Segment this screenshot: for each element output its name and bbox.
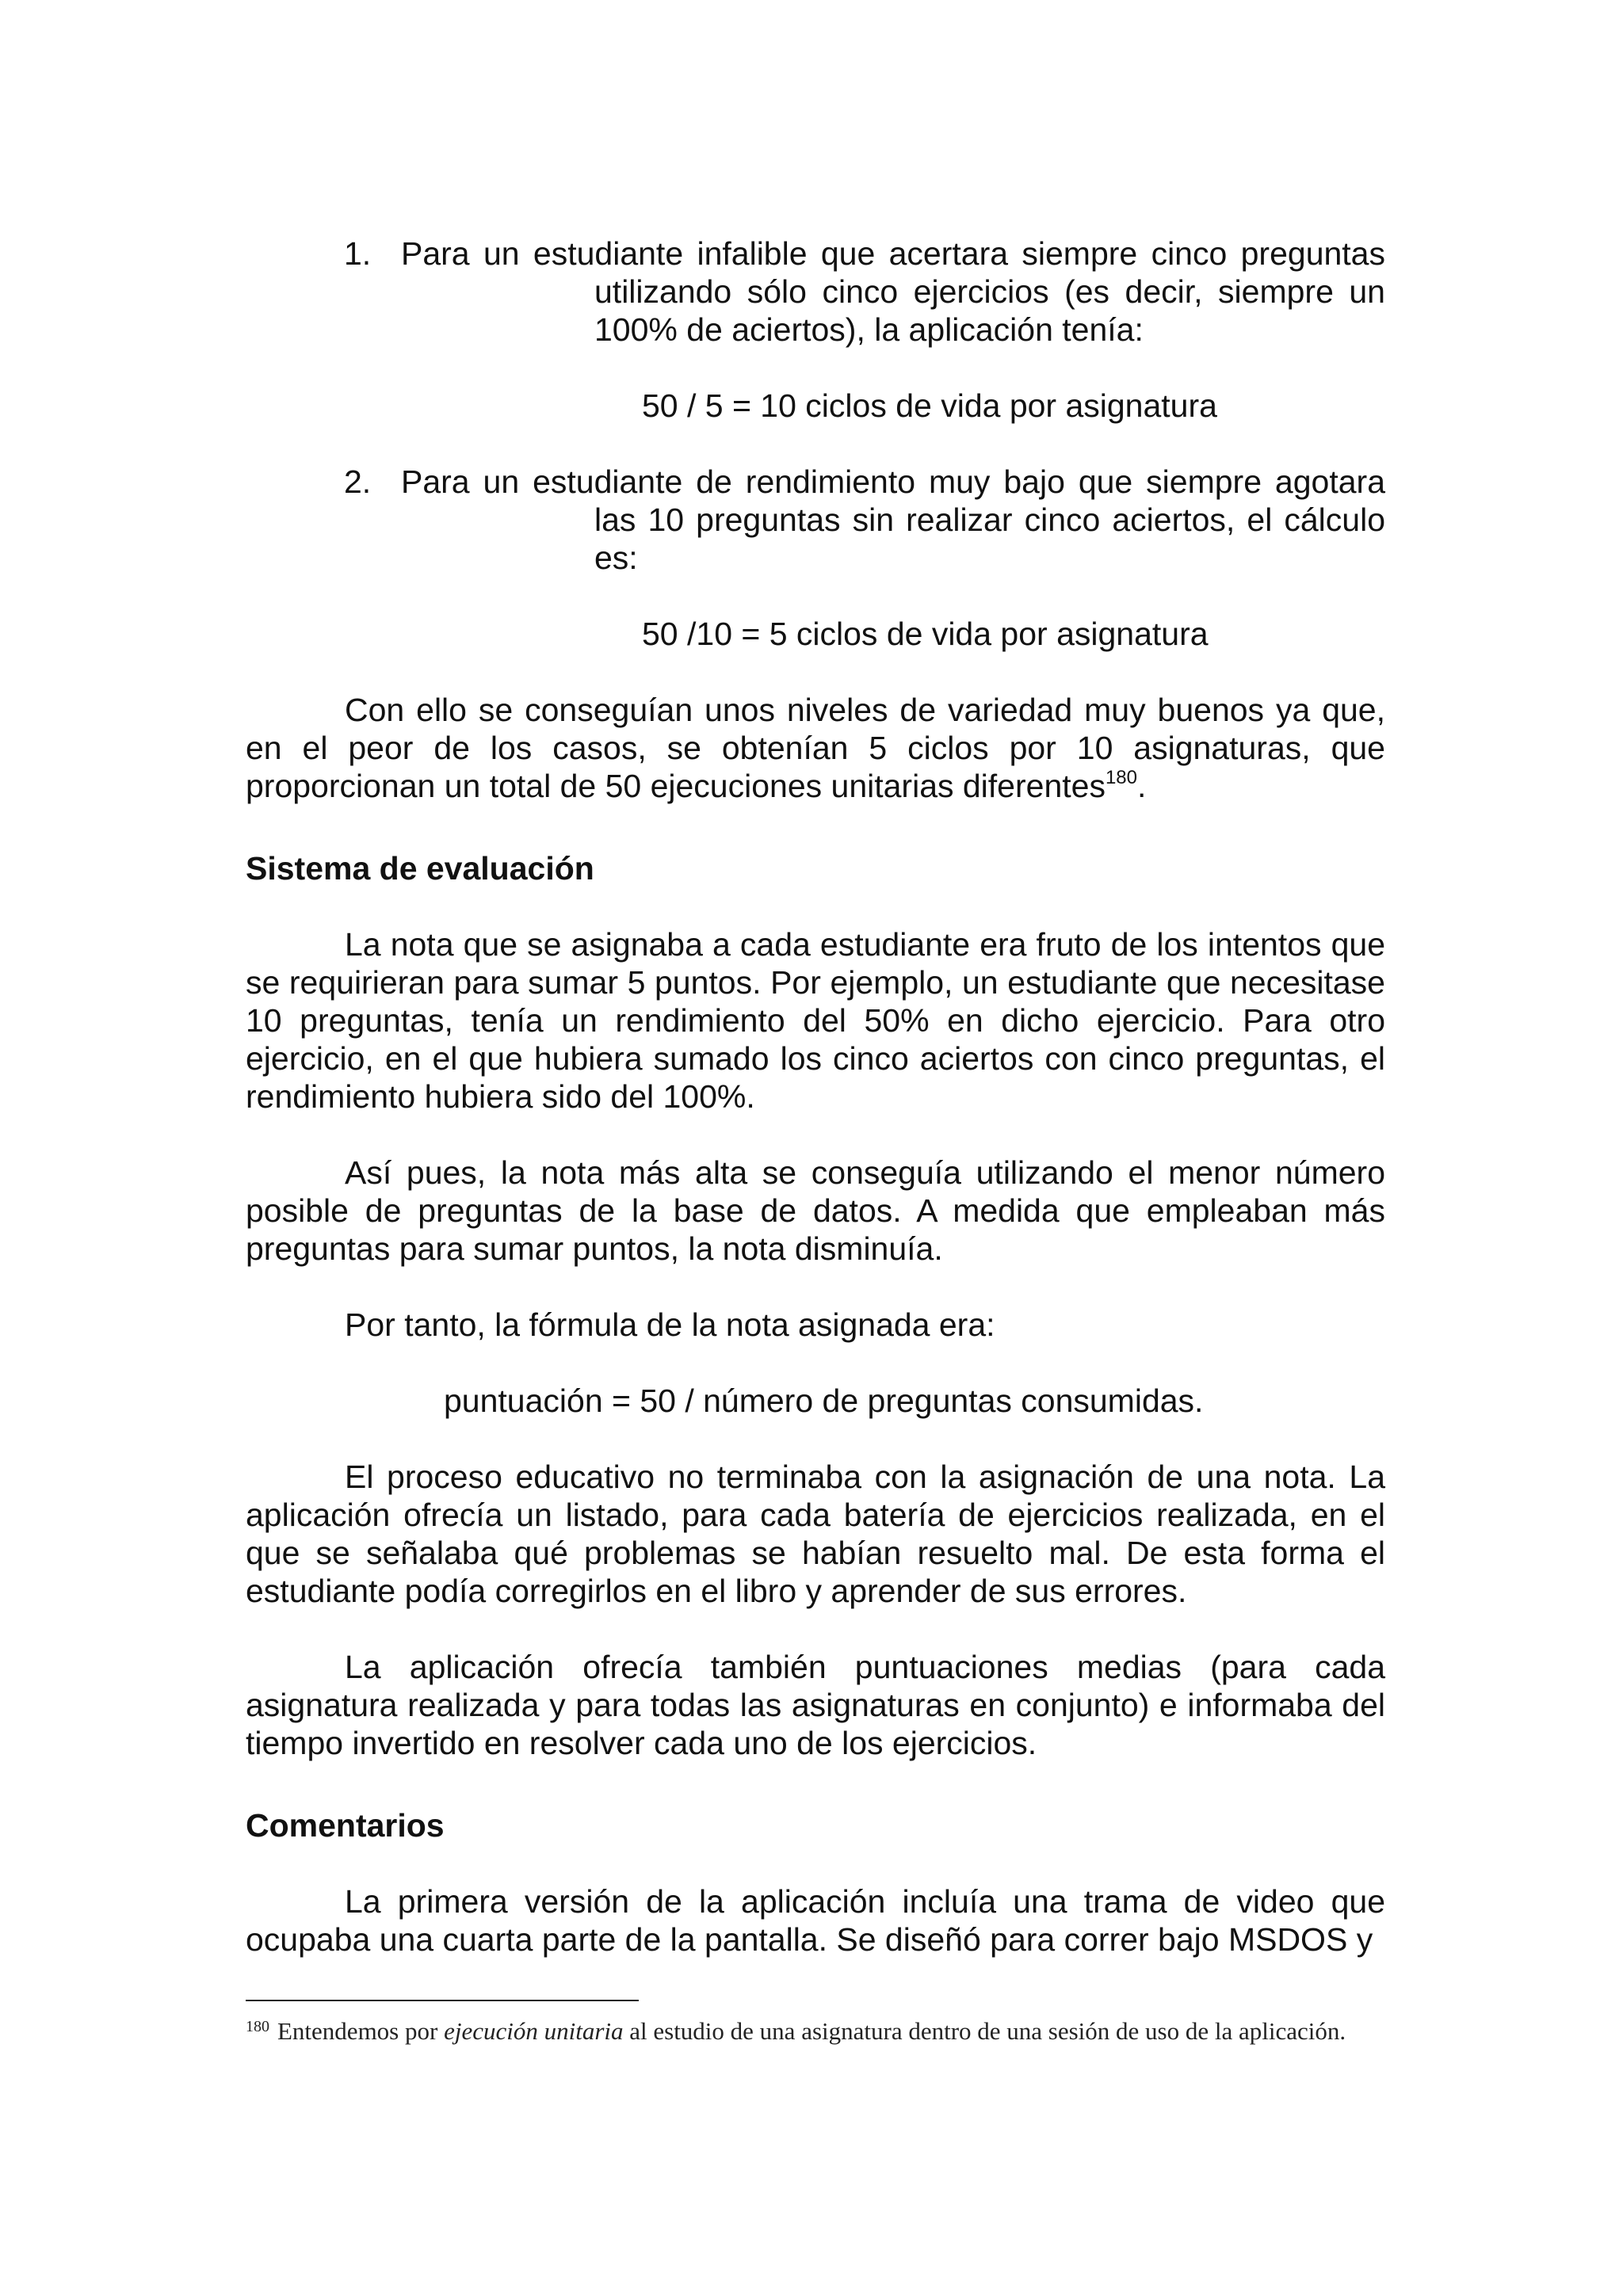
list-item-first-line: Para un estudiante de rendimiento muy bajo que siempre agotara [401, 463, 1385, 500]
paragraph-formula-intro: Por tanto, la fórmula de la nota asignada era: [345, 1306, 995, 1343]
section-heading-evaluacion: Sistema de evaluación [246, 850, 594, 887]
list-number: 2. [344, 463, 372, 500]
paragraph-nota: La nota que se asignaba a cada estudiante era fruto de los intentos que se requirieran para sumar 5 puntos. Por ejemplo, un estudiante que necesitase 10 preguntas, tenía un rendimiento del 50% en dicho ejercicio. Para otro ejercicio, en el que hubiera sumado los cinco aciertos con cinco preguntas, el rendimiento hubiera sido del 100%. [246, 926, 1385, 1115]
footnote-reference[interactable]: 180 [1105, 767, 1137, 788]
list-item-text: las 10 preguntas sin realizar cinco aciertos, el cálculo es: [594, 502, 1385, 576]
formula-ciclos-infalible: 50 / 5 = 10 ciclos de vida por asignatura [642, 387, 1217, 424]
paragraph-primera-version: La primera versión de la aplicación incluía una trama de video que ocupaba una cuarta parte de la pantalla. Se diseñó para correr bajo MSDOS y [246, 1883, 1385, 1958]
footnote-emphasis: ejecución unitaria [444, 2017, 624, 2045]
list-item-2 [246, 463, 1385, 577]
paragraph-variedad: Con ello se conseguían unos niveles de variedad muy buenos ya que, en el peor de los casos, se obtenían 5 ciclos por 10 asignaturas, que proporcionan un total de 50 ejecuciones unitarias diferentes$^{180}$. [246, 692, 1385, 804]
footnote-number: 180 [246, 2018, 269, 2035]
paragraph-nota-alta: Así pues, la nota más alta se conseguía utilizando el menor número posible de preguntas de la base de datos. A medida que empleaban más preguntas para sumar puntos, la nota disminuía. [246, 1154, 1385, 1267]
list-item-first-line: Para un estudiante infalible que acertara siempre cinco preguntas [401, 235, 1385, 272]
paragraph-puntuaciones-medias: La aplicación ofrecía también puntuaciones medias (para cada asignatura realizada y para todas las asignaturas en conjunto) e informaba del tiempo invertido en resolver cada uno de los ejercicios. [246, 1649, 1385, 1761]
formula-puntuacion: puntuación = 50 / número de preguntas consumidas. [444, 1383, 1204, 1419]
footnote: $^{180}$ Entendemos por ejecución unitaria al estudio de una asignatura dentro de una sesión de uso de la aplicación. [246, 2017, 1346, 2045]
formula-ciclos-bajo: 50 /10 = 5 ciclos de vida por asignatura [642, 616, 1209, 652]
list-item-text: utilizando sólo cinco ejercicios (es decir, siempre un 100% de aciertos), la aplicación tenía: [594, 273, 1385, 348]
list-number: 1. [344, 235, 372, 272]
footnote-divider [246, 2000, 639, 2001]
section-heading-comentarios: Comentarios [246, 1807, 445, 1844]
page-body [246, 235, 1385, 1958]
list-item-1 [246, 235, 1385, 349]
paragraph-proceso: El proceso educativo no terminaba con la asignación de una nota. La aplicación ofrecía un listado, para cada batería de ejercicios realizada, en el que se señalaba qué problemas se habían resuelto mal. De esta forma el estudiante podía corregirlos en el libro y aprender de sus errores. [246, 1459, 1385, 1609]
